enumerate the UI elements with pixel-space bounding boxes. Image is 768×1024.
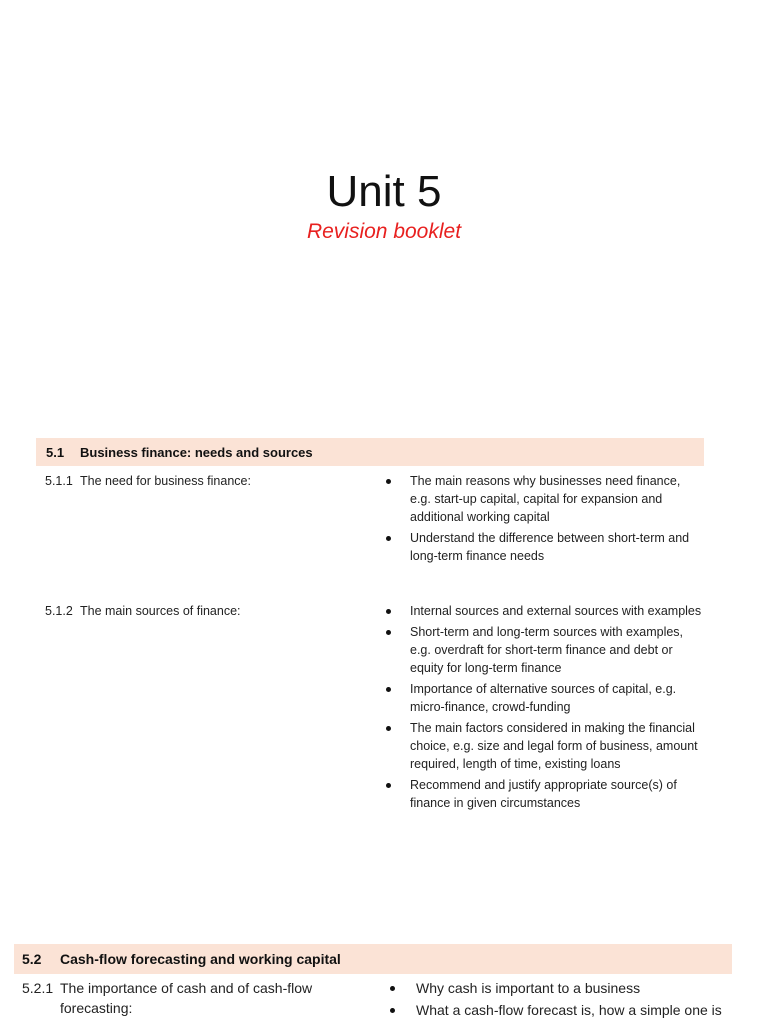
topic-5-1-1-bullets bbox=[384, 472, 702, 568]
section-header-5-1 bbox=[36, 438, 704, 466]
section-heading: Business finance: needs and sources bbox=[80, 444, 313, 460]
topic-label: The importance of cash and of cash-flow forecasting: bbox=[60, 980, 313, 1016]
bullet-item: The main factors considered in making the financial choice, e.g. size and legal form of business, amount required, length of time, existing loans bbox=[384, 719, 702, 773]
topic-label: The need for business finance: bbox=[80, 474, 251, 488]
section-number: 5.1 bbox=[46, 444, 65, 460]
topic-label: The main sources of finance: bbox=[80, 604, 241, 618]
topic-5-1-2 bbox=[45, 602, 365, 620]
document-title: Unit 5 bbox=[326, 167, 442, 216]
bullet-item: The main reasons why businesses need finance, e.g. start-up capital, capital for expansion and additional working capital bbox=[384, 472, 702, 526]
topic-5-1-2-bullets bbox=[384, 602, 702, 815]
bullet-item: Importance of alternative sources of capital, e.g. micro-finance, crowd-funding bbox=[384, 680, 702, 716]
topic-5-2-1-bullets bbox=[388, 978, 733, 1022]
bullet-item: Internal sources and external sources with examples bbox=[384, 602, 702, 620]
bullet-item: Recommend and justify appropriate source(s) of finance in given circumstances bbox=[384, 776, 702, 812]
topic-number: 5.2.1 bbox=[22, 980, 54, 996]
bullet-item: Why cash is important to a business bbox=[388, 978, 733, 998]
bullet-item: What a cash-flow forecast is, how a simple one is bbox=[388, 1000, 733, 1020]
topic-5-1-1 bbox=[45, 472, 365, 490]
section-header-5-2 bbox=[14, 944, 732, 974]
topic-5-2-1 bbox=[22, 978, 342, 1018]
section-heading: Cash-flow forecasting and working capital bbox=[60, 951, 341, 967]
section-number: 5.2 bbox=[22, 951, 42, 967]
bullet-item: Understand the difference between short-term and long-term finance needs bbox=[384, 529, 702, 565]
document-subtitle: Revision booklet bbox=[306, 220, 462, 243]
bullet-item: Short-term and long-term sources with examples, e.g. overdraft for short-term finance and debt or equity for long-term finance bbox=[384, 623, 702, 677]
topic-number: 5.1.1 bbox=[45, 474, 73, 488]
topic-number: 5.1.2 bbox=[45, 604, 73, 618]
